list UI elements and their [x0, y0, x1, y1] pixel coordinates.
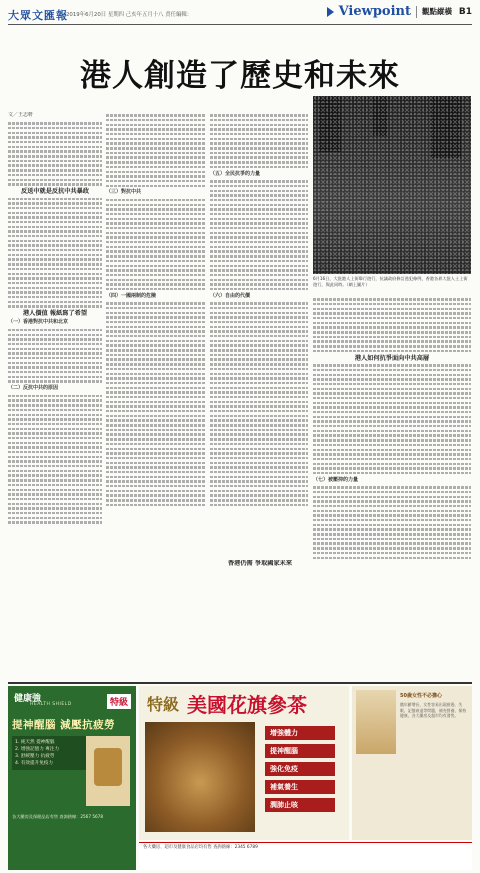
protest-crowd-photo	[313, 96, 471, 274]
tea-cup-image	[145, 722, 255, 832]
sub-heading: （二）反抗中共的原因	[8, 385, 59, 392]
masthead-bar	[8, 4, 472, 25]
ad-benefits	[12, 736, 86, 770]
ad-brand-en: HEALTH SHIELD	[30, 702, 72, 707]
sub-heading: （四）一國兩制的危險	[106, 292, 157, 299]
ad-tag: 特級	[107, 694, 131, 709]
women-health-ad[interactable]	[352, 686, 472, 840]
author-byline: 文／王志軒	[8, 112, 34, 118]
article-column-4	[313, 296, 471, 678]
ad-feature: 增強體力	[265, 726, 335, 740]
section-brand	[327, 4, 452, 19]
ad-feature: 潤肺止咳	[265, 798, 335, 812]
ad-benefit: 1. 純天然 提神醒腦	[15, 740, 55, 745]
ad-benefit: 3. 舒緩壓力 抗疲勞	[15, 754, 55, 759]
ad-feature: 強化免疫	[265, 762, 335, 776]
section-heading: 港人如何抗爭面向中共高層	[354, 354, 430, 362]
issue-date: 2019年6月20日 星期四 己亥年五月十八 責任編輯：	[66, 12, 193, 18]
ad-brand: 健康強	[14, 694, 42, 704]
ad-benefit: 2. 增強記憶力 專注力	[15, 747, 60, 752]
section-name: 觀點縱橫	[422, 7, 452, 16]
main-headline: 港人創造了歷史和未來	[80, 58, 400, 94]
sub-heading: （三）對抗中共	[106, 189, 142, 196]
health-shield-ad[interactable]	[8, 686, 136, 870]
sub-heading: （六）自由的代價	[210, 292, 251, 299]
ad-bottom-strip: 各大藥房、超市及健康食品店均有售 查詢熱線：2345 6789	[139, 842, 472, 870]
article-column-2	[106, 112, 206, 677]
viewpoint-arrow-icon	[327, 7, 334, 17]
ad-right-title: 50歲女性不必擔心	[400, 693, 442, 699]
product-package-image	[86, 736, 130, 806]
article-column-3	[210, 112, 308, 677]
article-column-1	[8, 112, 102, 677]
sub-heading: （七）被壓抑的力量	[313, 476, 359, 483]
ad-benefit: 4. 有效提升免疫力	[15, 761, 54, 766]
sub-heading: （五）全民抗爭的力量	[210, 170, 261, 177]
viewpoint-label: Viewpoint	[338, 4, 411, 19]
section-heading: 香港仍需 爭取國家未來	[227, 560, 293, 567]
brand-divider	[416, 6, 417, 18]
ad-right-body: 隨年齡增長，女性容易出現疲倦、失眠、記憶衰退等問題，補充營養，保持健康，各大藥房及超市均有發售。	[400, 702, 467, 719]
ad-badge: 特級	[147, 695, 180, 714]
ginseng-tea-ad[interactable]	[139, 686, 349, 840]
section-heading: 反送中就是反抗中共暴政	[20, 187, 90, 195]
ad-product-image	[356, 690, 396, 754]
ad-title: 美國花旗參茶	[187, 693, 307, 717]
photo-caption: 6月16日，大批港人上街舉行遊行，抗議政府修訂逃犯條例，香港各界大批人士上街遊行，與此同時。（網上圖片）	[313, 276, 468, 287]
paper-name: 大眾文匯報	[8, 9, 68, 22]
ad-feature-list	[265, 726, 335, 816]
page-number: B1	[458, 7, 472, 17]
ad-footer: 各大藥房及保健品店有售 查詢熱線：2567 5678	[12, 814, 103, 819]
ad-slogan: 提神醒腦 減壓抗疲勞	[12, 719, 116, 731]
sub-heading: （一）香港對抗中共和北京	[8, 319, 69, 326]
ad-feature: 提神醒腦	[265, 744, 335, 758]
advertisement-area	[8, 682, 472, 870]
section-heading-box	[210, 560, 310, 580]
ad-feature: 補氣養生	[265, 780, 335, 794]
section-heading: 港人價值 報紙寫了希望	[22, 310, 88, 318]
